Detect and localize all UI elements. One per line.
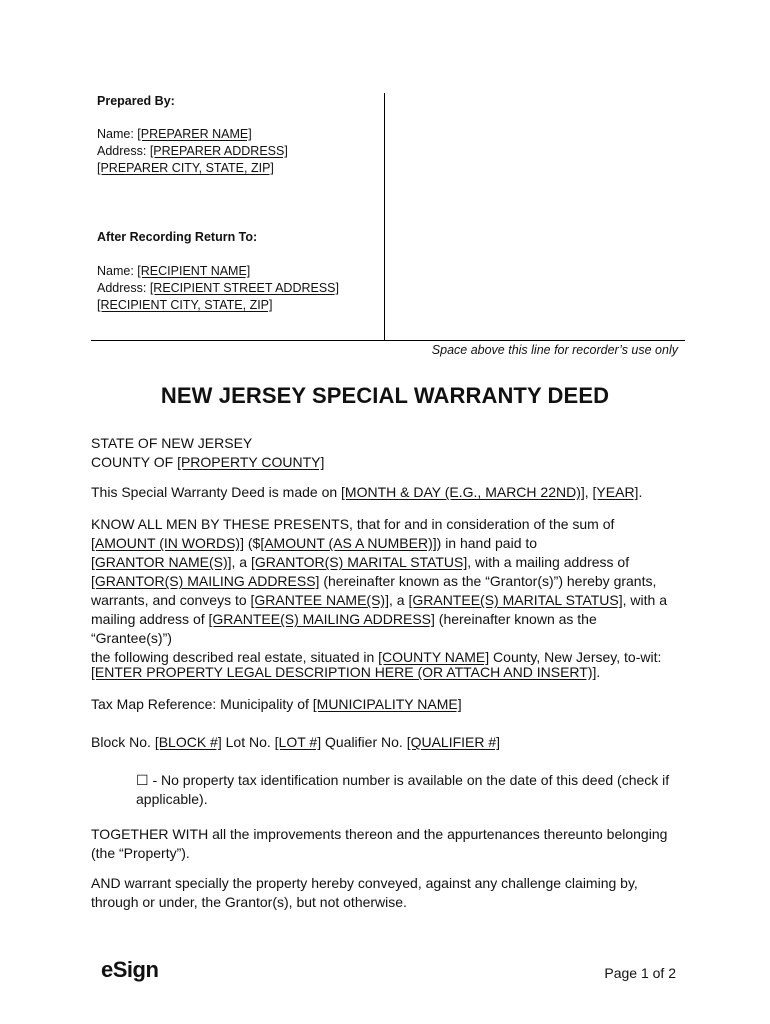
no-tax-id-block [136, 771, 681, 809]
amount-words-field[interactable]: [AMOUNT (IN WORDS)] [91, 535, 244, 551]
prepared-by-heading: Prepared By: [97, 94, 175, 108]
state-line: STATE OF NEW JERSEY [91, 435, 253, 451]
recipient-name-line [97, 263, 250, 280]
know-all-line-3 [91, 553, 681, 572]
know-all-text-13: County, New Jersey, to-wit: [489, 649, 662, 665]
grantor-status-field[interactable]: [GRANTOR(S) MARITAL STATUS] [251, 554, 468, 570]
made-on-sep: , [584, 484, 593, 500]
year-field[interactable]: [YEAR] [592, 484, 639, 500]
know-all-line-6 [91, 610, 681, 648]
together-line-2: (the “Property”). [91, 845, 190, 861]
together-paragraph [91, 825, 681, 863]
grantee-status-field[interactable]: [GRANTEE(S) MARITAL STATUS] [408, 592, 623, 608]
know-all-text-2: ($ [243, 535, 261, 551]
preparer-city-line [97, 160, 274, 177]
made-on-text: This Special Warranty Deed is made on [91, 484, 342, 500]
together-line-1: TOGETHER WITH all the improvements thereon and the appurtenances thereunto belonging [91, 826, 668, 842]
recipient-city-field[interactable]: [RECIPIENT CITY, STATE, ZIP] [97, 298, 273, 312]
property-county-field[interactable]: [PROPERTY COUNTY] [177, 454, 325, 470]
preparer-name-line [97, 126, 252, 143]
preparer-address-label: Address: [97, 144, 150, 158]
know-all-text-4: , a [231, 554, 251, 570]
header-vertical-divider [384, 93, 385, 341]
document-title: NEW JERSEY SPECIAL WARRANTY DEED [160, 383, 610, 408]
warrant-line-1: AND warrant specially the property hereby conveyed, against any challenge claiming by, [91, 875, 638, 891]
know-all-text-11: (hereinafter known as the “Grantee(s)”) [91, 611, 597, 646]
know-all-text-5: , with a mailing address of [467, 554, 630, 570]
know-all-text-10: mailing address of [91, 611, 209, 627]
recipient-city-line [97, 297, 273, 314]
lot-label: Lot No. [221, 734, 275, 750]
page-number: Page 1 of 2 [604, 965, 676, 981]
made-on-paragraph [91, 483, 681, 502]
block-label: Block No. [91, 734, 155, 750]
recorder-note: Space above this line for recorder’s use only [431, 343, 678, 357]
date-field[interactable]: [MONTH & DAY (E.G., MARCH 22ND)] [341, 484, 585, 500]
warrant-paragraph [91, 874, 681, 912]
know-all-line-5 [91, 591, 681, 610]
know-all-text-8: , a [389, 592, 409, 608]
county-label: COUNTY OF [91, 454, 178, 470]
no-tax-id-checkbox[interactable]: ☐ [136, 772, 149, 788]
county-line [91, 453, 681, 472]
know-all-line-4 [91, 572, 681, 591]
know-all-text-9: , with a [622, 592, 667, 608]
grantee-name-field[interactable]: [GRANTEE NAME(S)] [250, 592, 389, 608]
lot-field[interactable]: [LOT #] [274, 734, 322, 750]
block-lot-line [91, 733, 681, 752]
state-block [91, 434, 681, 472]
legal-description-end: . [596, 664, 601, 680]
grantee-address-field[interactable]: [GRANTEE(S) MAILING ADDRESS] [208, 611, 435, 627]
know-all-text-3: ) in hand paid to [436, 535, 538, 551]
preparer-address-field[interactable]: [PREPARER ADDRESS] [149, 144, 288, 158]
recipient-name-field[interactable]: [RECIPIENT NAME] [137, 264, 251, 278]
recipient-address-line [97, 280, 339, 297]
recipient-address-field[interactable]: [RECIPIENT STREET ADDRESS] [149, 281, 339, 295]
qualifier-label: Qualifier No. [321, 734, 407, 750]
recipient-address-label: Address: [97, 281, 150, 295]
grantor-address-field[interactable]: [GRANTOR(S) MAILING ADDRESS] [91, 573, 320, 589]
know-all-text-1: KNOW ALL MEN BY THESE PRESENTS, that for and in consideration of the sum of [91, 516, 615, 532]
know-all-line-1 [91, 515, 681, 534]
know-all-text-7: warrants, and conveys to [91, 592, 251, 608]
county-name-field[interactable]: [COUNTY NAME] [378, 649, 490, 665]
grantor-name-field[interactable]: [GRANTOR NAME(S)] [91, 554, 232, 570]
recorder-line [91, 340, 685, 341]
recipient-name-label: Name: [97, 264, 138, 278]
made-on-end: . [638, 484, 643, 500]
preparer-name-label: Name: [97, 127, 138, 141]
legal-description-field[interactable]: [ENTER PROPERTY LEGAL DESCRIPTION HERE (OR ATTACH AND INSERT)] [91, 664, 597, 680]
return-to-heading: After Recording Return To: [97, 230, 258, 244]
no-tax-id-line-1 [136, 771, 681, 790]
amount-number-field[interactable]: [AMOUNT (AS A NUMBER)] [260, 535, 437, 551]
no-tax-id-line-2: applicable). [136, 791, 208, 807]
warrant-line-2: through or under, the Grantor(s), but not otherwise. [91, 894, 407, 910]
block-field[interactable]: [BLOCK #] [154, 734, 222, 750]
preparer-address-line [97, 143, 288, 160]
preparer-name-field[interactable]: [PREPARER NAME] [137, 127, 252, 141]
no-tax-id-text: - No property tax identification number is available on the date of this deed (check if [148, 772, 670, 788]
tax-map-label: Tax Map Reference: Municipality of [91, 696, 313, 712]
preparer-city-field[interactable]: [PREPARER CITY, STATE, ZIP] [97, 161, 274, 175]
know-all-text-6: (hereinafter known as the “Grantor(s)”) hereby grants, [319, 573, 657, 589]
municipality-field[interactable]: [MUNICIPALITY NAME] [312, 696, 462, 712]
tax-map-line [91, 695, 681, 714]
know-all-text-12: the following described real estate, situated in [91, 649, 379, 665]
know-all-line-2 [91, 534, 681, 553]
know-all-paragraph [91, 515, 681, 667]
esign-logo: eSign [101, 957, 159, 982]
qualifier-field[interactable]: [QUALIFIER #] [406, 734, 501, 750]
legal-description-line [91, 663, 681, 682]
